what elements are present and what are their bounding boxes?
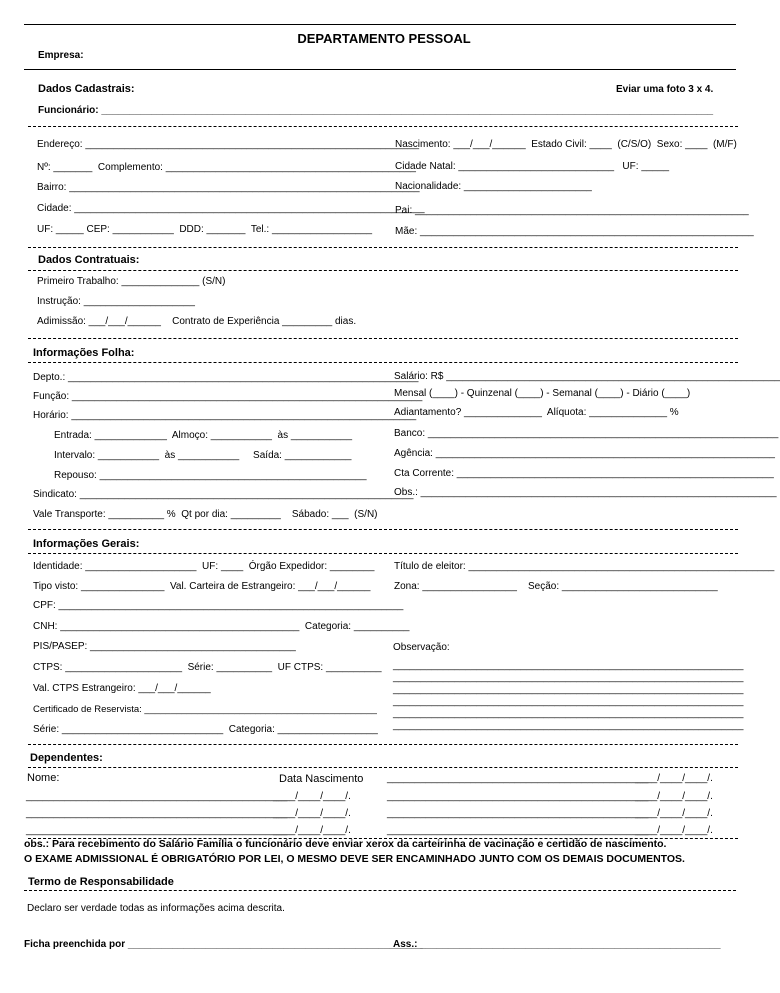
obs-folha-field[interactable]: Obs.: ________________________________________________________________ xyxy=(394,487,777,498)
horario-field[interactable]: Horário: ______________________________________________________________ xyxy=(33,410,417,421)
section-divider xyxy=(28,767,738,768)
observacao-line[interactable]: _______________________________________________________________ xyxy=(393,696,744,707)
page-title: DEPARTAMENTO PESSOAL xyxy=(297,31,471,46)
dependente-nome-field[interactable]: _______________________________________________ xyxy=(387,808,649,819)
observacao-line[interactable]: _______________________________________________________________ xyxy=(393,672,744,683)
section-heading-contratuais: Dados Contratuais: xyxy=(38,254,140,266)
instrucao-field[interactable]: Instrução: ____________________ xyxy=(37,296,195,307)
adiantamento-field[interactable]: Adiantamento? ______________ Alíquota: ______________ % xyxy=(394,407,679,418)
dependente-nome-field[interactable]: _______________________________________________ xyxy=(387,825,649,836)
vale-transporte-field[interactable]: Vale Transporte: __________ % Qt por dia: _________ Sábado: ___ (S/N) xyxy=(33,509,378,520)
section-divider xyxy=(28,838,738,839)
primeiro-trabalho-field[interactable]: Primeiro Trabalho: ______________ (S/N) xyxy=(37,276,226,287)
reservista-field[interactable]: Certificado de Reservista: ____________________________________________ xyxy=(33,704,377,715)
funcao-field[interactable]: Função: _______________________________________________________________ xyxy=(33,391,423,402)
dependente-data-field[interactable]: ____/____/____/. xyxy=(635,825,713,836)
section-divider xyxy=(28,744,738,745)
section-heading-cadastrais: Dados Cadastrais: xyxy=(38,83,135,95)
section-divider xyxy=(28,270,738,271)
dependente-nome-field[interactable]: _______________________________________________ xyxy=(26,808,288,819)
dependente-data-field[interactable]: ____/____/____/. xyxy=(635,773,713,784)
zona-secao-field[interactable]: Zona: _________________ Seção: ____________________________ xyxy=(394,581,718,592)
intervalo-saida-field[interactable]: Intervalo: ___________ às ___________ Saída: ____________ xyxy=(54,450,352,461)
section-divider xyxy=(28,338,738,339)
section-heading-gerais: Informações Gerais: xyxy=(33,538,140,550)
cidade-natal-field[interactable]: Cidade Natal: ____________________________ UF: _____ xyxy=(395,161,670,172)
observacao-line[interactable]: _______________________________________________________________ xyxy=(393,708,744,719)
cpf-field[interactable]: CPF: ______________________________________________________________ xyxy=(33,600,404,611)
declaracao-text: Declaro ser verdade todas as informações acima descrita. xyxy=(27,903,285,914)
tipo-visto-field[interactable]: Tipo visto: _______________ Val. Carteira de Estrangeiro: ___/___/______ xyxy=(33,581,371,592)
exame-admissional-note: O EXAME ADMISSIONAL É OBRIGATÓRIO POR LEI, O MESMO DEVE SER ENCAMINHADO JUNTO COM OS DEMAIS DOCUMENTOS. xyxy=(24,853,685,865)
section-heading-dependentes: Dependentes: xyxy=(30,752,103,764)
observacao-line[interactable]: _______________________________________________________________ xyxy=(393,660,744,671)
section-divider xyxy=(24,890,736,891)
depto-field[interactable]: Depto.: _______________________________________________________________ xyxy=(33,372,419,383)
entrada-almoco-field[interactable]: Entrada: _____________ Almoço: ___________ às ___________ xyxy=(54,430,353,441)
dependente-nome-field[interactable]: _______________________________________________ xyxy=(387,791,649,802)
section-divider xyxy=(28,529,738,530)
conta-corrente-field[interactable]: Cta Corrente: _________________________________________________________ xyxy=(394,468,774,479)
section-heading-termo: Termo de Responsabilidade xyxy=(28,876,174,888)
observacao-label: Observação: xyxy=(393,642,450,653)
dependente-nome-field[interactable]: _______________________________________________ xyxy=(387,773,649,784)
dependente-data-field[interactable]: ____/____/____/. xyxy=(635,808,713,819)
cidade-field[interactable]: Cidade: _______________________________________________________________ xyxy=(37,203,425,214)
empresa-label[interactable]: Empresa: xyxy=(38,50,84,61)
titulo-eleitor-field[interactable]: Título de eleitor: _______________________________________________________ xyxy=(394,561,775,572)
section-divider xyxy=(28,553,738,554)
banco-field[interactable]: Banco: _______________________________________________________________ xyxy=(394,428,779,439)
nacionalidade-field[interactable]: Nacionalidade: _______________________ xyxy=(395,181,592,192)
ficha-preenchida-field[interactable]: Ficha preenchida por _____________________________________________________ xyxy=(24,939,423,950)
mae-field[interactable]: Mãe: ____________________________________________________________ xyxy=(395,226,754,237)
assinatura-field[interactable]: Ass.: ______________________________________________________ xyxy=(393,939,721,950)
agencia-field[interactable]: Agência: _____________________________________________________________ xyxy=(394,448,775,459)
dependente-nome-label: Nome: xyxy=(27,772,60,784)
val-ctps-field[interactable]: Val. CTPS Estrangeiro: ___/___/______ xyxy=(33,683,211,694)
section-divider xyxy=(28,126,738,127)
header-rule xyxy=(24,69,736,70)
observacao-line[interactable]: _______________________________________________________________ xyxy=(393,720,744,731)
funcionario-field[interactable]: Funcionário: ______________________________________________________________________________________________________________ xyxy=(38,105,714,116)
pis-pasep-field[interactable]: PIS/PASEP: _____________________________________ xyxy=(33,641,296,652)
photo-instruction: Eviar uma foto 3 x 4. xyxy=(616,84,714,95)
dependente-data-field[interactable]: ____/____/____/. xyxy=(273,808,351,819)
observacao-line[interactable]: _______________________________________________________________ xyxy=(393,684,744,695)
identidade-field[interactable]: Identidade: ____________________ UF: ____ Órgão Expedidor: ________ xyxy=(33,561,375,572)
repouso-field[interactable]: Repouso: ________________________________________________ xyxy=(54,470,367,481)
endereco-field[interactable]: Endereço: ____________________________________________________________ xyxy=(37,139,420,150)
dependente-data-field[interactable]: ____/____/____/. xyxy=(635,791,713,802)
periodicidade-field[interactable]: Mensal (____) - Quinzenal (____) - Semanal (____) - Diário (____) xyxy=(394,388,691,399)
serie-categoria-field[interactable]: Série: _____________________________ Categoria: __________________ xyxy=(33,724,378,735)
dependente-data-label: Data Nascimento xyxy=(279,773,364,785)
dependente-data-field[interactable]: ____/____/____/. xyxy=(273,825,351,836)
sindicato-field[interactable]: Sindicato: ____________________________________________________________ xyxy=(33,489,414,500)
bairro-field[interactable]: Bairro: _______________________________________________________________ xyxy=(37,182,420,193)
salario-familia-note: obs.: Para recebimento do Salário Família o funcionário deve enviar xerox da carteirinha de vacinação e certidão de nascimento. xyxy=(24,838,667,850)
uf-cep-tel-field[interactable]: UF: _____ CEP: ___________ DDD: _______ Tel.: __________________ xyxy=(37,224,373,235)
numero-complemento-field[interactable]: Nº: _______ Complemento: _____________________________________________ xyxy=(37,162,416,173)
salario-field[interactable]: Salário: R$ ____________________________________________________________ xyxy=(394,371,780,382)
admissao-field[interactable]: Adimissão: ___/___/______ Contrato de Experiência _________ dias. xyxy=(37,316,357,327)
section-divider xyxy=(28,362,738,363)
section-heading-folha: Informações Folha: xyxy=(33,347,135,359)
cnh-field[interactable]: CNH: ___________________________________________ Categoria: __________ xyxy=(33,621,410,632)
top-rule xyxy=(24,24,736,25)
dependente-nome-field[interactable]: _______________________________________________ xyxy=(26,825,288,836)
dependente-nome-field[interactable]: _______________________________________________ xyxy=(26,791,288,802)
ctps-field[interactable]: CTPS: _____________________ Série: __________ UF CTPS: __________ xyxy=(33,662,382,673)
section-divider xyxy=(28,247,738,248)
pai-field[interactable]: Pai: ____________________________________________________________ xyxy=(395,205,749,216)
nascimento-field[interactable]: Nascimento: ___/___/______ Estado Civil: ____ (C/S/O) Sexo: ____ (M/F) xyxy=(395,139,737,150)
dependente-data-field[interactable]: ____/____/____/. xyxy=(273,791,351,802)
